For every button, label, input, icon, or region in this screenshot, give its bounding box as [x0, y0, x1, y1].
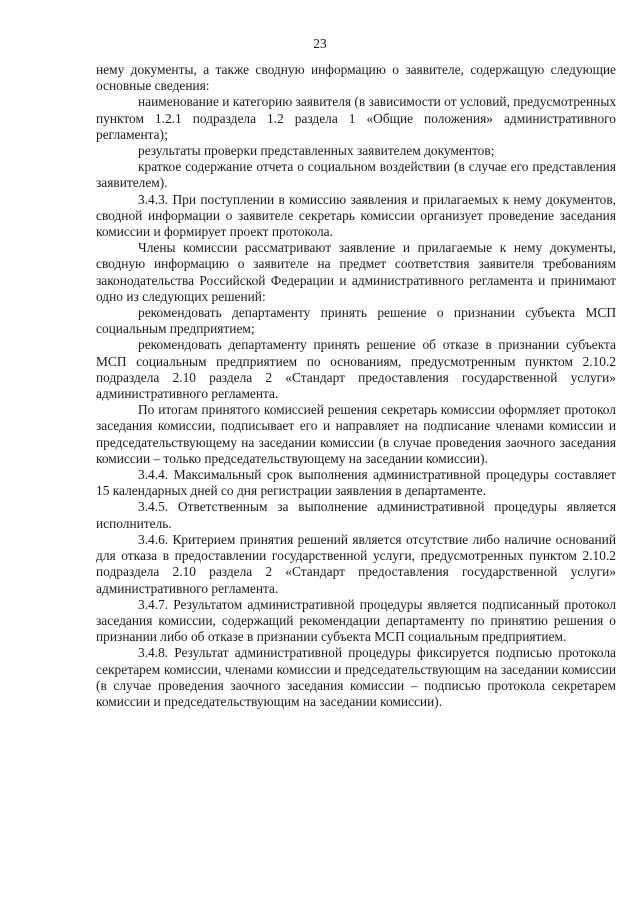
- page-number: 23: [313, 36, 327, 51]
- paragraph-3-4-4: 3.4.4. Максимальный срок выполнения административной процедуры составляет 15 календарных дней со дня регистрации заявления в департаменте.: [96, 467, 616, 499]
- paragraph-check-results: результаты проверки представленных заявителем документов;: [138, 143, 495, 159]
- paragraph-recommend-refusal: рекомендовать департаменту принять решение об отказе в признании субъекта МСП социальным предприятием по основаниям, предусмотренным пунктом 2.10.2 подраздела 2.10 раздела 2 «Стандарт предоставления государственной услуги» административного регламента.: [96, 337, 616, 402]
- document-body: [96, 62, 616, 710]
- paragraph-commission-members: Члены комиссии рассматривают заявление и прилагаемые к нему документы, сводную информацию о заявителе на предмет соответствия заявителя требованиям законодательства Российской Федерации и административного регламента и принимают одно из следующих решений:: [96, 240, 616, 304]
- paragraph-3-4-3: 3.4.3. При поступлении в комиссию заявления и прилагаемых к нему документов, сводной информации о заявителе секретарь комиссии организует проведение заседания комиссии и формирует проект протокола.: [96, 191, 616, 240]
- paragraph-3-4-7: 3.4.7. Результатом административной процедуры является подписанный протокол заседания комиссии, содержащий рекомендации департаменту по принятию решения о признании либо об отказе в признании субъекта МСП социальным предприятием.: [96, 596, 616, 645]
- paragraph-3-4-6: 3.4.6. Критерием принятия решений является отсутствие либо наличие оснований для отказа в предоставлении государственной услуги, предусмотренных пунктом 2.10.2 подраздела 2.10 раздела 2 «Стандарт предоставления государственной услуги» административного регламента.: [96, 531, 616, 596]
- paragraph-protocol: По итогам принятого комиссией решения секретарь комиссии оформляет протокол заседания комиссии, подписывает его и направляет на подписание членами комиссии и председательствующему на заседании комиссии (в случае проведения заочного заседания комиссии – только председательствующему на заседании комиссии).: [96, 402, 616, 466]
- paragraph-social-impact-report: краткое содержание отчета о социальном воздействии (в случае его представления заявителем).: [96, 159, 616, 191]
- paragraph-applicant-name-category: наименование и категорию заявителя (в зависимости от условий, предусмотренных пунктом 1.2.1 подраздела 1.2 раздела 1 «Общие положения» административного регламента);: [96, 94, 617, 142]
- paragraph-recommend-recognition: рекомендовать департаменту принять решение о признании субъекта МСП социальным предприятием;: [96, 305, 616, 337]
- paragraph-3-4-8: 3.4.8. Результат административной процедуры фиксируется подписью протокола секретарем комиссии, членами комиссии и председательствующим на заседании комиссии (в случае проведения заочного заседания комиссии – подписью протокола секретарем комиссии и председательствующим на заседании комиссии).: [96, 645, 616, 709]
- paragraph-continuation: нему документы, а также сводную информацию о заявителе, содержащую следующие основные сведения:: [96, 62, 616, 94]
- paragraph-3-4-5: 3.4.5. Ответственным за выполнение административной процедуры является исполнитель.: [96, 499, 616, 531]
